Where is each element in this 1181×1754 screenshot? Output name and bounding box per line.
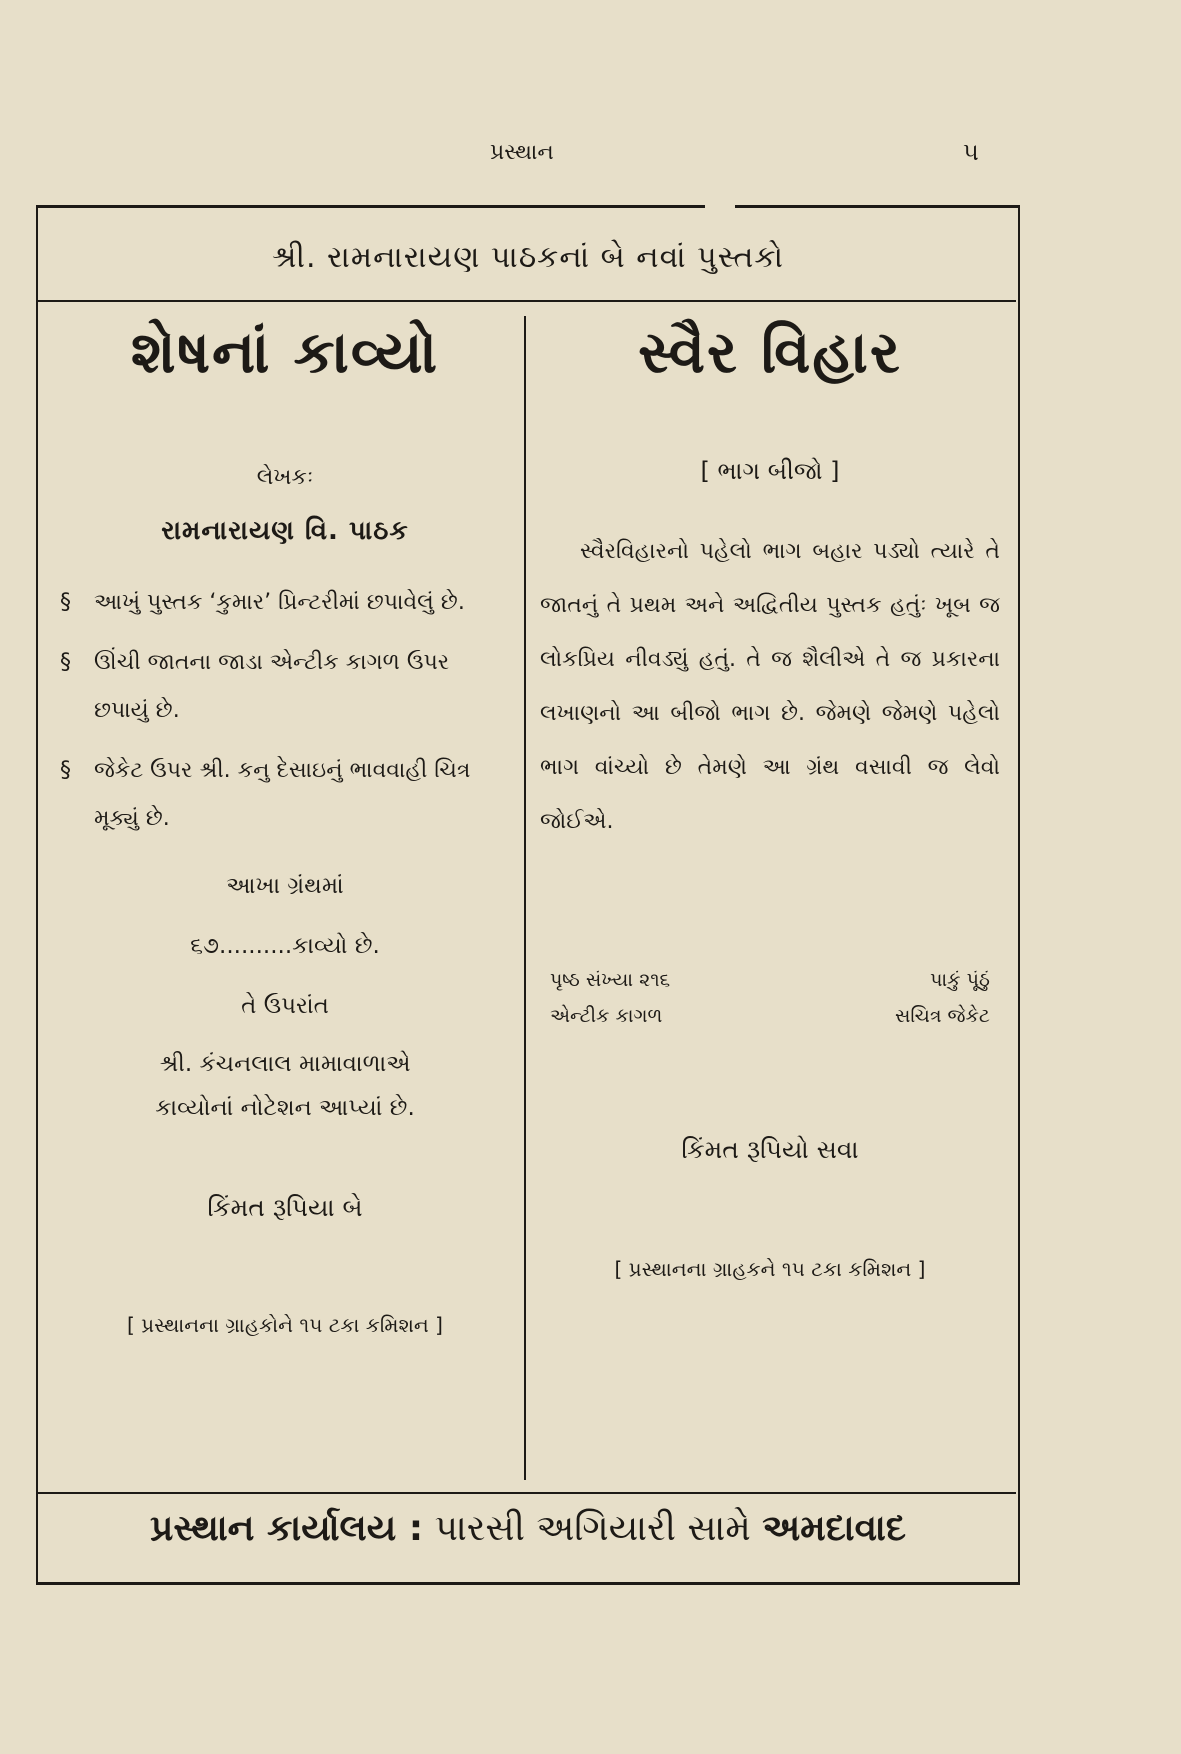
feature-item: § જેકેટ ઉપર શ્રી. કનુ દેસાઇનું ભાવવાહી ચિત્ર મૂક્યું છે.: [60, 747, 510, 843]
banner-heading: શ્રી. રામનારાયણ પાઠકનાં બે નવાં પુસ્તકો: [271, 240, 785, 275]
column-divider: [524, 316, 526, 1480]
right-column: [540, 318, 1000, 1281]
spec-row: [540, 1005, 1000, 1027]
right-commission: [ પ્રસ્થાનના ગ્રાહકને ૧૫ ટકા કમિશન ]: [614, 1257, 926, 1281]
left-book-title: શેષનાં કાવ્યો: [130, 318, 440, 386]
author-label: લેખકઃ: [256, 465, 314, 490]
right-book-title: સ્વૈર વિહાર: [638, 318, 902, 386]
content-line: આખા ગ્રંથમાં: [226, 873, 344, 899]
feature-item: § ઊંચી જાતના જાડા એન્ટીક કાગળ ઉપર છપાયું છે.: [60, 639, 510, 735]
content-line: કાવ્યોનાં નોટેશન આપ્યાં છે.: [155, 1095, 415, 1121]
binding-type: પાકું પૂંઠું: [930, 969, 990, 991]
content-line: તે ઉપરાંત: [241, 993, 329, 1019]
spec-row: [540, 969, 1000, 991]
running-title: પ્રસ્થાન: [490, 140, 554, 165]
left-column: [60, 318, 510, 1337]
office-address: પારસી અગિયારી સામે: [434, 1508, 751, 1549]
office-city: અમદાવાદ: [762, 1508, 906, 1549]
top-rule-gap: [705, 203, 735, 211]
jacket-type: સચિત્ર જેકેટ: [894, 1005, 990, 1027]
author-name: રામનારાયણ વિ. પાઠક: [161, 516, 409, 546]
feature-item: § આખું પુસ્તક ‘કુમાર’ પ્રિન્ટરીમાં છપાવેલું છે.: [60, 579, 510, 627]
section-sign-icon: §: [60, 650, 71, 675]
publisher-footer: [38, 1508, 1018, 1550]
banner-rule: [38, 300, 1016, 302]
top-rule: [36, 205, 1018, 208]
left-price: કિંમત રૂપિયા બે: [207, 1193, 363, 1222]
right-price: કિંમત રૂપિયો સવા: [681, 1135, 859, 1164]
office-name: પ્રસ્થાન કાર્યાલય :: [150, 1508, 424, 1549]
left-commission: [ પ્રસ્થાનના ગ્રાહકોને ૧૫ ટકા કમિશન ]: [127, 1313, 443, 1337]
section-sign-icon: §: [60, 758, 71, 783]
content-line: શ્રી. કંચનલાલ મામાવાળાએ: [159, 1051, 411, 1077]
bottom-rule: [36, 1582, 1018, 1585]
description-paragraph: સ્વૈરવિહારનો પહેલો ભાગ બહાર પડ્યો ત્યારે તે જાતનું તે પ્રથમ અને અદ્વિતીય પુસ્તક હતુંઃ ખૂબ જ લોકપ્રિય નીવડ્યું હતું. તે જ શૈલીએ તે જ પ્રકારના લખાણનો આ બીજો ભાગ છે. જેમણે જેમણે પહેલો ભાગ વાંચ્યો છે તેમણે આ ગ્રંથ વસાવી જ લેવો જોઈએ.: [540, 539, 1000, 834]
poem-count: ૬૭..........કાવ્યો છે.: [190, 933, 380, 959]
page-number: ૫: [963, 138, 979, 166]
part-label: [ ભાગ બીજો ]: [700, 457, 840, 485]
page-count: પૃષ્ઠ સંખ્યા ૨૧૬: [550, 969, 671, 991]
footer-rule: [38, 1492, 1016, 1494]
section-sign-icon: §: [60, 590, 71, 615]
paper-type: એન્ટીક કાગળ: [550, 1005, 663, 1027]
